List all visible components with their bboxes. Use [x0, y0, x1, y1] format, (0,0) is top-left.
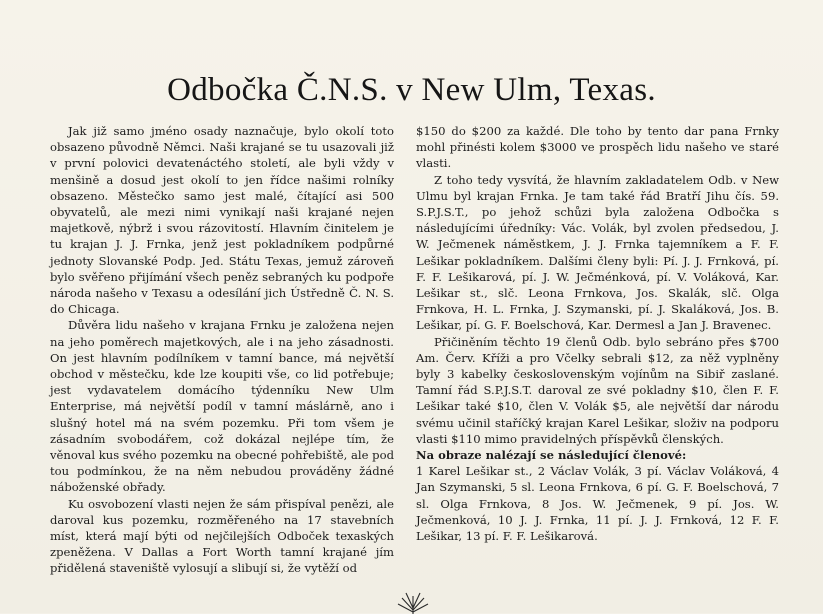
paragraph: Z toho tedy vysvítá, že hlavním zakladatelem Odb. v New Ulmu byl krajan Frnka. Je tam také řád Bratří Jihu čís. 59. S.P.J.S.T., po jehož schůzi byla založena Odbočka s následujícími úředníky: Vác. Volák, byl zvolen předsedou, J. W. Ječmenek náměstkem, J. J. Frnka tajemníkem a F. F. Lešikar pokladníkem. Dalšími členy byli: Pí. J. J. Frnková, pí. F. F. Lešikarová, pí. J. W. Ječménková, pí. V. Voláková, Kar. Lešikar st., slč. Leona Frnkova, Jos. Skalák, slč. Olga Frnkova, H. L. Frnka, J. Szymanski, pí. J. Skaláková, Jos. B. Lešikar, pí. G. F. Boelschová, Kar. Dermesl a Jan J. Bravenec.	[416, 172, 779, 333]
paragraph: Důvěra lidu našeho v krajana Frnku je založena nejen na jeho poměrech majetkových, ale i na jeho zásadnosti. On jest hlavním podílníkem v tamní bance, má největší obchod v městečku, kde lze koupiti vše, co lid potřebuje; jest vydavatelem domácího týdenníku New Ulm Enterprise, má největší podíl v tamní máslárně, ano i slušný hotel má na svém pozemku. Při tom všem je zásadním svobodářem, což dokázal nejlépe tím, že věnoval kus svého pozemku na obecné pohřebiště, ale pod tou podmínkou, že na něm nebudou prováděny žádné náboženské obřady.	[50, 318, 394, 495]
paragraph: Přičiněním těchto 19 členů Odb. bylo sebráno přes $700 Am. Červ. Kříži a pro Včelky sebrali $12, za něž vyplněny byly 3 kabelky československým vojínům na Sibiř zaslané. Tamní řád S.P.J.S.T. daroval ze své pokladny $10, člen F. F. Lešikar také $10, člen V. Volák $5, ale největší dar národu svému učinil staříčký krajan Karel Lešikar, složiv na podporu vlasti $110 mimo pravidelných příspěvků členských.	[416, 334, 779, 446]
paragraph: Jak již samo jméno osady naznačuje, bylo okolí toto obsazeno původně Němci. Naši krajané se tu usazovali již v první polovici devatenáctého století, ale byli vždy v menšině a dosud jest okolí to jen řídce našimi rolníky obsazeno. Městečko samo jest malé, čítající asi 500 obyvatelů, ale mezi nimi vynikají naši krajané nejen majetkově, nýbrž i svou rázovitostí. Hlavním činitelem je tu krajan J. J. Frnka, jenž jest pokladníkem podpůrné jednoty Slovanské Podp. Jed. Státu Texas, jemuž zároveň bylo svěřeno přijímání všech peněz sebraných ku podpoře národa našeho v Texasu a odesílání jich Ústředně Č. N. S. do Chicaga.	[50, 124, 394, 317]
paragraph: $150 do $200 za každé. Dle toho by tento dar pana Frnky mohl přinésti kolem $3000 ve prospěch lidu našeho ve staré vlasti.	[416, 124, 779, 171]
article-title: Odbočka Č.N.S. v New Ulm, Texas.	[167, 72, 656, 108]
ornament-icon	[396, 590, 430, 614]
right-column	[416, 123, 779, 544]
photo-caption-list: 1 Karel Lešikar st., 2 Václav Volák, 3 pí. Václav Voláková, 4 Jan Szymanski, 5 sl. Leona Frnkova, 6 pí. G. F. Boelschová, 7 sl. Olga Frnkova, 8 Jos. W. Ječmenek, 9 pí. Jos. W. Ječmenková, 10 J. J. Frnka, 11 pí. J. J. Frnková, 12 F. F. Lešikar, 13 pí. F. F. Lešikarová.	[416, 464, 779, 544]
photo-caption-heading: Na obraze nalézají se následující členové:	[416, 448, 687, 463]
left-column	[50, 123, 394, 577]
paragraph: Ku osvobození vlasti nejen že sám přispíval penězi, ale daroval kus pozemku, rozměřeného na 17 stavebních míst, která mají býti od nejčilejších Odboček texaských zpeněžena. V Dallas a Fort Worth tamní krajané jím přidělená staveniště vylosují a slibují si, že vytěží od	[50, 496, 394, 576]
